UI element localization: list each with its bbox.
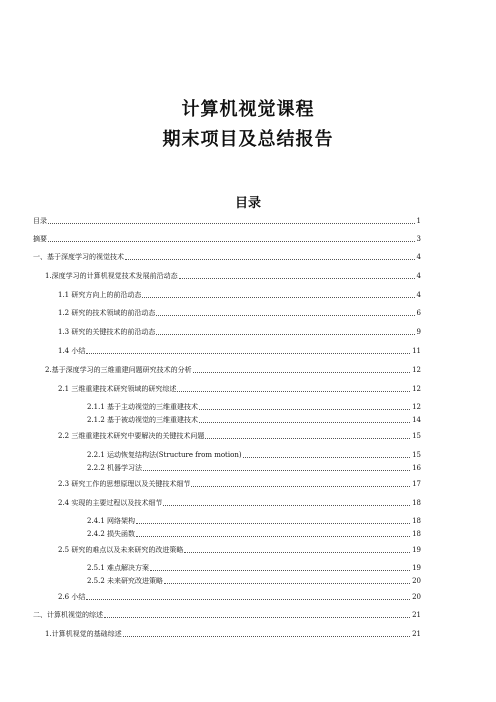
- toc-dot-leader: [86, 599, 410, 600]
- toc-entry-label: 2.5.1 难点解决方案: [87, 564, 150, 572]
- toc-dot-leader: [163, 505, 410, 506]
- toc-entry[interactable]: [87, 577, 421, 586]
- toc-entry-label: 2.3 研究工作的思想原理以及关键技术细节: [58, 480, 191, 488]
- toc-entry-label: 1.3 研究的关键技术的前沿动态: [58, 328, 156, 336]
- toc-page-number: 17: [412, 480, 421, 488]
- toc-entry-label: 二、计算机视觉的综述: [33, 611, 103, 619]
- document-title: 计算机视觉课程: [181, 99, 315, 120]
- toc-entry[interactable]: [33, 235, 421, 244]
- toc-page-number: 3: [416, 235, 421, 243]
- toc-entry-label: 2.4.1 网络架构: [87, 517, 136, 525]
- toc-entry-label: 2.1 三维重建技术研究领域的研究综述: [58, 385, 177, 393]
- toc-page-number: 4: [416, 291, 421, 299]
- toc-dot-leader: [143, 470, 410, 471]
- toc-dot-leader: [177, 391, 410, 392]
- toc-entry[interactable]: [87, 464, 421, 473]
- toc-page-number: 21: [412, 611, 421, 619]
- toc-entry-label: 目录: [33, 217, 47, 225]
- toc-page-number: 11: [412, 347, 421, 355]
- toc-entry-label: 2.基于深度学习的三维重建问题研究技术的分析: [45, 366, 192, 374]
- toc-entry[interactable]: [87, 564, 421, 573]
- document-subtitle: 期末项目及总结报告: [162, 129, 334, 150]
- toc-entry[interactable]: [87, 416, 421, 425]
- toc-dot-leader: [136, 536, 410, 537]
- toc-page-number: 15: [412, 451, 421, 459]
- toc-dot-leader: [156, 315, 414, 316]
- toc-dot-leader: [48, 223, 415, 224]
- toc-page-number: 18: [412, 499, 421, 507]
- toc-dot-leader: [104, 617, 410, 618]
- toc-entry[interactable]: [58, 480, 421, 489]
- toc-page-number: 20: [412, 577, 421, 585]
- toc-dot-leader: [136, 523, 410, 524]
- toc-entry-label: 2.1.1 基于主动视觉的三维重建技术: [87, 403, 199, 411]
- toc-page-number: 20: [412, 593, 421, 601]
- toc-dot-leader: [142, 297, 414, 298]
- toc-entry[interactable]: [58, 291, 421, 300]
- toc-dot-leader: [199, 409, 410, 410]
- toc-dot-leader: [48, 241, 415, 242]
- toc-entry[interactable]: [87, 530, 421, 539]
- toc-page-number: 15: [412, 432, 421, 440]
- toc-dot-leader: [179, 278, 415, 279]
- toc-entry[interactable]: [45, 272, 421, 281]
- toc-entry-label: 1.计算机视觉的基础综述: [45, 630, 122, 638]
- toc-entry[interactable]: [45, 366, 421, 375]
- toc-dot-leader: [156, 334, 414, 335]
- toc-dot-leader: [86, 353, 410, 354]
- toc-entry[interactable]: [87, 451, 421, 460]
- toc-entry[interactable]: [58, 309, 421, 318]
- toc-page-number: 18: [412, 530, 421, 538]
- toc-entry-label: 2.5 研究的难点以及未来研究的改进策略: [58, 546, 184, 554]
- toc-page-number: 14: [412, 416, 421, 424]
- toc-page-number: 12: [412, 385, 421, 393]
- toc-page-number: 6: [416, 309, 421, 317]
- toc-page-number: 21: [412, 630, 421, 638]
- toc-dot-leader: [205, 438, 410, 439]
- toc-dot-leader: [243, 457, 411, 458]
- toc-entry-label: 2.2.2 机器学习法: [87, 464, 143, 472]
- toc-page-number: 1: [416, 217, 421, 225]
- toc-entry[interactable]: [58, 385, 421, 394]
- toc-entry-label: 1.深度学习的计算机视觉技术发展前沿动态: [45, 272, 178, 280]
- toc-entry-label: 2.4.2 损失函数: [87, 530, 136, 538]
- toc-entry-label: 一、基于深度学习的视觉技术: [33, 253, 124, 261]
- toc-page-number: 4: [416, 272, 421, 280]
- toc-entry-label: 1.1 研究方向上的前沿动态: [58, 291, 142, 299]
- toc-entry[interactable]: [58, 432, 421, 441]
- toc-entry[interactable]: [87, 517, 421, 526]
- toc-page-number: 4: [416, 253, 421, 261]
- toc-entry[interactable]: [33, 217, 421, 226]
- toc-entry-label: 2.2 三维重建技术研究中要解决的关键技术问题: [58, 432, 205, 440]
- toc-dot-leader: [184, 552, 410, 553]
- toc-dot-leader: [199, 422, 410, 423]
- toc-page-number: 9: [416, 328, 421, 336]
- toc-entry[interactable]: [58, 328, 421, 337]
- toc-entry-label: 1.4 小结: [58, 347, 86, 355]
- toc-page-number: 12: [412, 403, 421, 411]
- toc-entry[interactable]: [45, 630, 421, 639]
- toc-page-number: 16: [412, 464, 421, 472]
- toc-entry[interactable]: [58, 347, 421, 356]
- toc-page-number: 12: [412, 366, 421, 374]
- toc-entry[interactable]: [87, 403, 421, 412]
- toc-dot-leader: [164, 583, 410, 584]
- toc-page-number: 19: [412, 546, 421, 554]
- toc-page-number: 19: [412, 564, 421, 572]
- toc-page-number: 18: [412, 517, 421, 525]
- toc-dot-leader: [125, 259, 415, 260]
- toc-dot-leader: [193, 372, 410, 373]
- toc-entry[interactable]: [33, 253, 421, 262]
- toc-entry-label: 2.5.2 未来研究改进策略: [87, 577, 164, 585]
- toc-entry-label: 2.2.1 运动恢复结构法(Structure from motion): [87, 451, 242, 459]
- toc-entry[interactable]: [33, 611, 421, 620]
- toc-entry-label: 2.1.2 基于被动视觉的三维重建技术: [87, 416, 199, 424]
- toc-entry-label: 2.6 小结: [58, 593, 86, 601]
- toc-entry[interactable]: [58, 499, 421, 508]
- toc-entry-label: 1.2 研究的技术领域的前沿动态: [58, 309, 156, 317]
- toc-heading: 目录: [234, 196, 261, 211]
- toc-dot-leader: [191, 486, 410, 487]
- toc-dot-leader: [150, 570, 410, 571]
- toc-entry[interactable]: [58, 593, 421, 602]
- toc-entry[interactable]: [58, 546, 421, 555]
- toc-dot-leader: [123, 636, 410, 637]
- toc-entry-label: 2.4 实现的主要过程以及技术细节: [58, 499, 163, 507]
- toc-entry-label: 摘要: [33, 235, 47, 243]
